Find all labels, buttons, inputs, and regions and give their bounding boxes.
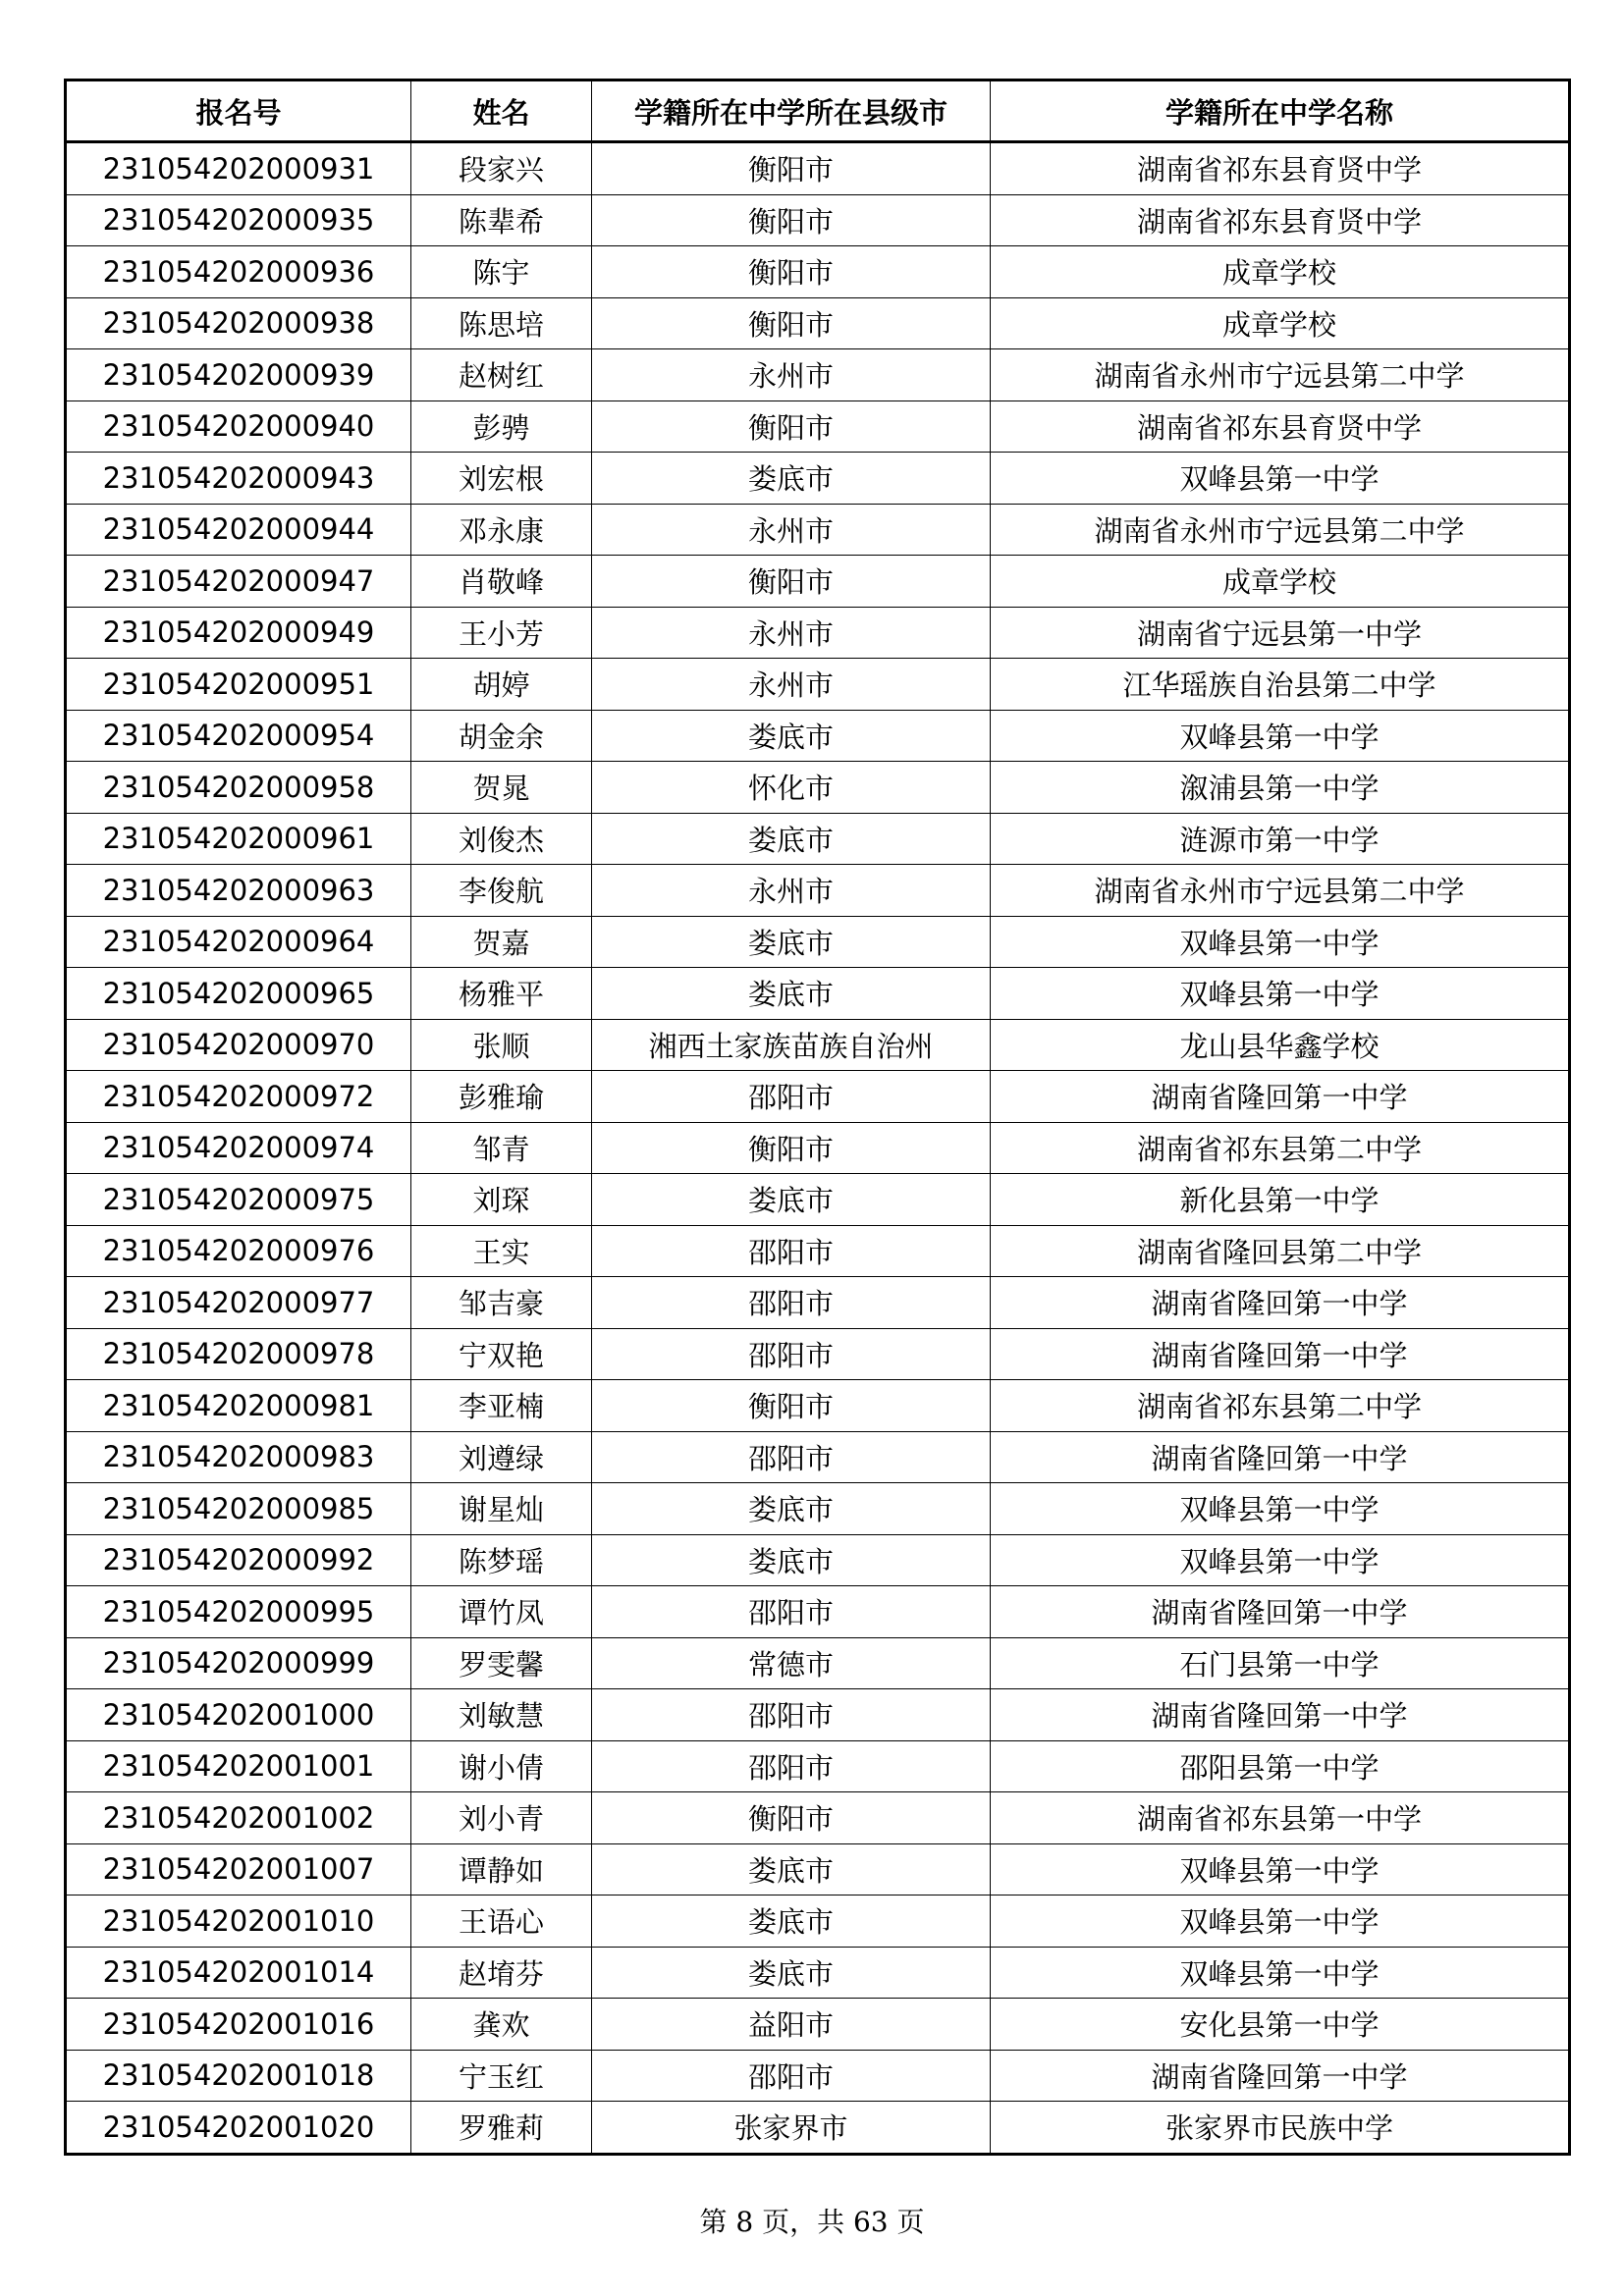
table-row [66,968,1570,1020]
school-name-cell: 湖南省隆回县第二中学 [991,1225,1570,1277]
table-row [66,916,1570,968]
county-city-cell: 邵阳市 [592,1431,991,1483]
table-body [66,142,1570,2155]
school-name-cell: 湖南省隆回第一中学 [991,1277,1570,1329]
county-city-cell: 湘西土家族苗族自治州 [592,1019,991,1071]
name-cell: 刘敏慧 [411,1689,592,1741]
name-cell: 赵堉芬 [411,1947,592,1999]
school-name-cell: 双峰县第一中学 [991,1947,1570,1999]
registration-number-cell: 231054202000978 [66,1328,411,1380]
registration-number-cell: 231054202000940 [66,400,411,453]
table-row [66,2102,1570,2155]
table-row [66,349,1570,401]
county-city-cell: 娄底市 [592,916,991,968]
county-city-cell: 娄底市 [592,1534,991,1586]
header-name: 姓名 [411,80,592,142]
school-name-cell: 江华瑶族自治县第二中学 [991,659,1570,711]
school-name-cell: 双峰县第一中学 [991,1843,1570,1896]
school-name-cell: 湖南省祁东县育贤中学 [991,142,1570,195]
county-city-cell: 邵阳市 [592,1071,991,1123]
student-table [64,79,1571,2156]
school-name-cell: 湖南省永州市宁远县第二中学 [991,504,1570,556]
county-city-cell: 娄底市 [592,1174,991,1226]
table-row [66,1483,1570,1535]
name-cell: 邓永康 [411,504,592,556]
table-row [66,1225,1570,1277]
county-city-cell: 永州市 [592,349,991,401]
name-cell: 刘宏根 [411,453,592,505]
registration-number-cell: 231054202000985 [66,1483,411,1535]
school-name-cell: 溆浦县第一中学 [991,762,1570,814]
county-city-cell: 娄底市 [592,1483,991,1535]
registration-number-cell: 231054202000938 [66,297,411,349]
county-city-cell: 邵阳市 [592,1586,991,1638]
county-city-cell: 邵阳市 [592,1225,991,1277]
registration-number-cell: 231054202001002 [66,1792,411,1844]
county-city-cell: 衡阳市 [592,400,991,453]
registration-number-cell: 231054202000975 [66,1174,411,1226]
registration-number-cell: 231054202000954 [66,710,411,762]
table-row [66,659,1570,711]
school-name-cell: 龙山县华鑫学校 [991,1019,1570,1071]
county-city-cell: 衡阳市 [592,297,991,349]
county-city-cell: 益阳市 [592,1999,991,2051]
table-row [66,1122,1570,1174]
name-cell: 刘小青 [411,1792,592,1844]
county-city-cell: 衡阳市 [592,142,991,195]
county-city-cell: 衡阳市 [592,194,991,246]
school-name-cell: 成章学校 [991,246,1570,298]
school-name-cell: 湖南省祁东县育贤中学 [991,400,1570,453]
registration-number-cell: 231054202001001 [66,1740,411,1792]
school-name-cell: 湖南省祁东县第二中学 [991,1380,1570,1432]
name-cell: 宁双艳 [411,1328,592,1380]
registration-number-cell: 231054202001020 [66,2102,411,2155]
registration-number-cell: 231054202000947 [66,556,411,608]
county-city-cell: 永州市 [592,607,991,659]
table-row [66,297,1570,349]
county-city-cell: 衡阳市 [592,1380,991,1432]
school-name-cell: 张家界市民族中学 [991,2102,1570,2155]
school-name-cell: 涟源市第一中学 [991,813,1570,865]
county-city-cell: 张家界市 [592,2102,991,2155]
school-name-cell: 湖南省祁东县第二中学 [991,1122,1570,1174]
county-city-cell: 邵阳市 [592,2050,991,2102]
name-cell: 王实 [411,1225,592,1277]
county-city-cell: 邵阳市 [592,1277,991,1329]
name-cell: 罗雯馨 [411,1637,592,1689]
header-registration-number: 报名号 [66,80,411,142]
county-city-cell: 永州市 [592,659,991,711]
registration-number-cell: 231054202000981 [66,1380,411,1432]
table-row [66,1947,1570,1999]
registration-number-cell: 231054202000976 [66,1225,411,1277]
county-city-cell: 娄底市 [592,453,991,505]
school-name-cell: 邵阳县第一中学 [991,1740,1570,1792]
name-cell: 谭静如 [411,1843,592,1896]
school-name-cell: 湖南省永州市宁远县第二中学 [991,865,1570,917]
registration-number-cell: 231054202000972 [66,1071,411,1123]
name-cell: 杨雅平 [411,968,592,1020]
name-cell: 宁玉红 [411,2050,592,2102]
registration-number-cell: 231054202000936 [66,246,411,298]
table-row [66,1019,1570,1071]
county-city-cell: 娄底市 [592,710,991,762]
registration-number-cell: 231054202000964 [66,916,411,968]
table-row [66,1843,1570,1896]
school-name-cell: 湖南省隆回第一中学 [991,1328,1570,1380]
school-name-cell: 湖南省隆回第一中学 [991,1689,1570,1741]
registration-number-cell: 231054202000970 [66,1019,411,1071]
school-name-cell: 新化县第一中学 [991,1174,1570,1226]
table-row [66,1740,1570,1792]
table-row [66,710,1570,762]
name-cell: 段家兴 [411,142,592,195]
school-name-cell: 双峰县第一中学 [991,1534,1570,1586]
table-row [66,1586,1570,1638]
school-name-cell: 湖南省隆回第一中学 [991,2050,1570,2102]
table-row [66,504,1570,556]
registration-number-cell: 231054202000995 [66,1586,411,1638]
name-cell: 陈思培 [411,297,592,349]
name-cell: 彭骋 [411,400,592,453]
header-school-name: 学籍所在中学名称 [991,80,1570,142]
school-name-cell: 双峰县第一中学 [991,1896,1570,1948]
school-name-cell: 双峰县第一中学 [991,916,1570,968]
name-cell: 李俊航 [411,865,592,917]
county-city-cell: 衡阳市 [592,1122,991,1174]
county-city-cell: 衡阳市 [592,556,991,608]
registration-number-cell: 231054202000977 [66,1277,411,1329]
school-name-cell: 湖南省宁远县第一中学 [991,607,1570,659]
registration-number-cell: 231054202000949 [66,607,411,659]
county-city-cell: 怀化市 [592,762,991,814]
name-cell: 邹青 [411,1122,592,1174]
school-name-cell: 双峰县第一中学 [991,710,1570,762]
table-row [66,2050,1570,2102]
name-cell: 陈梦瑶 [411,1534,592,1586]
county-city-cell: 娄底市 [592,1843,991,1896]
document-table-container [64,79,1568,2156]
registration-number-cell: 231054202001018 [66,2050,411,2102]
county-city-cell: 邵阳市 [592,1740,991,1792]
county-city-cell: 娄底市 [592,1947,991,1999]
county-city-cell: 常德市 [592,1637,991,1689]
name-cell: 贺晁 [411,762,592,814]
header-row [66,80,1570,142]
school-name-cell: 石门县第一中学 [991,1637,1570,1689]
registration-number-cell: 231054202001014 [66,1947,411,1999]
name-cell: 肖敬峰 [411,556,592,608]
county-city-cell: 衡阳市 [592,1792,991,1844]
school-name-cell: 湖南省隆回第一中学 [991,1431,1570,1483]
name-cell: 龚欢 [411,1999,592,2051]
county-city-cell: 邵阳市 [592,1689,991,1741]
table-row [66,1431,1570,1483]
registration-number-cell: 231054202000935 [66,194,411,246]
name-cell: 王小芳 [411,607,592,659]
name-cell: 刘琛 [411,1174,592,1226]
county-city-cell: 永州市 [592,865,991,917]
table-row [66,1689,1570,1741]
table-row [66,1534,1570,1586]
table-row [66,1174,1570,1226]
table-header [66,80,1570,142]
school-name-cell: 安化县第一中学 [991,1999,1570,2051]
registration-number-cell: 231054202000944 [66,504,411,556]
name-cell: 陈宇 [411,246,592,298]
name-cell: 赵树红 [411,349,592,401]
table-row [66,142,1570,195]
name-cell: 张顺 [411,1019,592,1071]
table-row [66,813,1570,865]
table-row [66,400,1570,453]
table-row [66,1380,1570,1432]
county-city-cell: 娄底市 [592,813,991,865]
table-row [66,865,1570,917]
registration-number-cell: 231054202001000 [66,1689,411,1741]
table-row [66,194,1570,246]
table-row [66,762,1570,814]
registration-number-cell: 231054202001016 [66,1999,411,2051]
registration-number-cell: 231054202001007 [66,1843,411,1896]
school-name-cell: 成章学校 [991,556,1570,608]
name-cell: 谢小倩 [411,1740,592,1792]
name-cell: 刘俊杰 [411,813,592,865]
name-cell: 谭竹凤 [411,1586,592,1638]
registration-number-cell: 231054202000951 [66,659,411,711]
table-row [66,607,1570,659]
school-name-cell: 湖南省祁东县育贤中学 [991,194,1570,246]
registration-number-cell: 231054202000931 [66,142,411,195]
table-row [66,1999,1570,2051]
name-cell: 胡婷 [411,659,592,711]
county-city-cell: 娄底市 [592,1896,991,1948]
table-row [66,246,1570,298]
table-row [66,1328,1570,1380]
name-cell: 邹吉豪 [411,1277,592,1329]
name-cell: 李亚楠 [411,1380,592,1432]
name-cell: 贺嘉 [411,916,592,968]
school-name-cell: 双峰县第一中学 [991,1483,1570,1535]
school-name-cell: 湖南省祁东县第一中学 [991,1792,1570,1844]
name-cell: 胡金余 [411,710,592,762]
table-row [66,1071,1570,1123]
county-city-cell: 娄底市 [592,968,991,1020]
registration-number-cell: 231054202000939 [66,349,411,401]
table-row [66,556,1570,608]
page-footer: 第 8 页，共 63 页 [699,2206,925,2238]
school-name-cell: 双峰县第一中学 [991,968,1570,1020]
name-cell: 陈辈希 [411,194,592,246]
registration-number-cell: 231054202000963 [66,865,411,917]
registration-number-cell: 231054202000974 [66,1122,411,1174]
registration-number-cell: 231054202000961 [66,813,411,865]
school-name-cell: 湖南省隆回第一中学 [991,1071,1570,1123]
registration-number-cell: 231054202000983 [66,1431,411,1483]
table-row [66,1896,1570,1948]
school-name-cell: 双峰县第一中学 [991,453,1570,505]
registration-number-cell: 231054202000943 [66,453,411,505]
table-row [66,1792,1570,1844]
table-row [66,1637,1570,1689]
name-cell: 王语心 [411,1896,592,1948]
registration-number-cell: 231054202000965 [66,968,411,1020]
registration-number-cell: 231054202001010 [66,1896,411,1948]
name-cell: 谢星灿 [411,1483,592,1535]
registration-number-cell: 231054202000992 [66,1534,411,1586]
name-cell: 刘遵绿 [411,1431,592,1483]
table-row [66,1277,1570,1329]
header-county-city: 学籍所在中学所在县级市 [592,80,991,142]
county-city-cell: 邵阳市 [592,1328,991,1380]
school-name-cell: 湖南省隆回第一中学 [991,1586,1570,1638]
name-cell: 罗雅莉 [411,2102,592,2155]
registration-number-cell: 231054202000958 [66,762,411,814]
name-cell: 彭雅瑜 [411,1071,592,1123]
county-city-cell: 衡阳市 [592,246,991,298]
county-city-cell: 永州市 [592,504,991,556]
table-row [66,453,1570,505]
school-name-cell: 湖南省永州市宁远县第二中学 [991,349,1570,401]
school-name-cell: 成章学校 [991,297,1570,349]
registration-number-cell: 231054202000999 [66,1637,411,1689]
